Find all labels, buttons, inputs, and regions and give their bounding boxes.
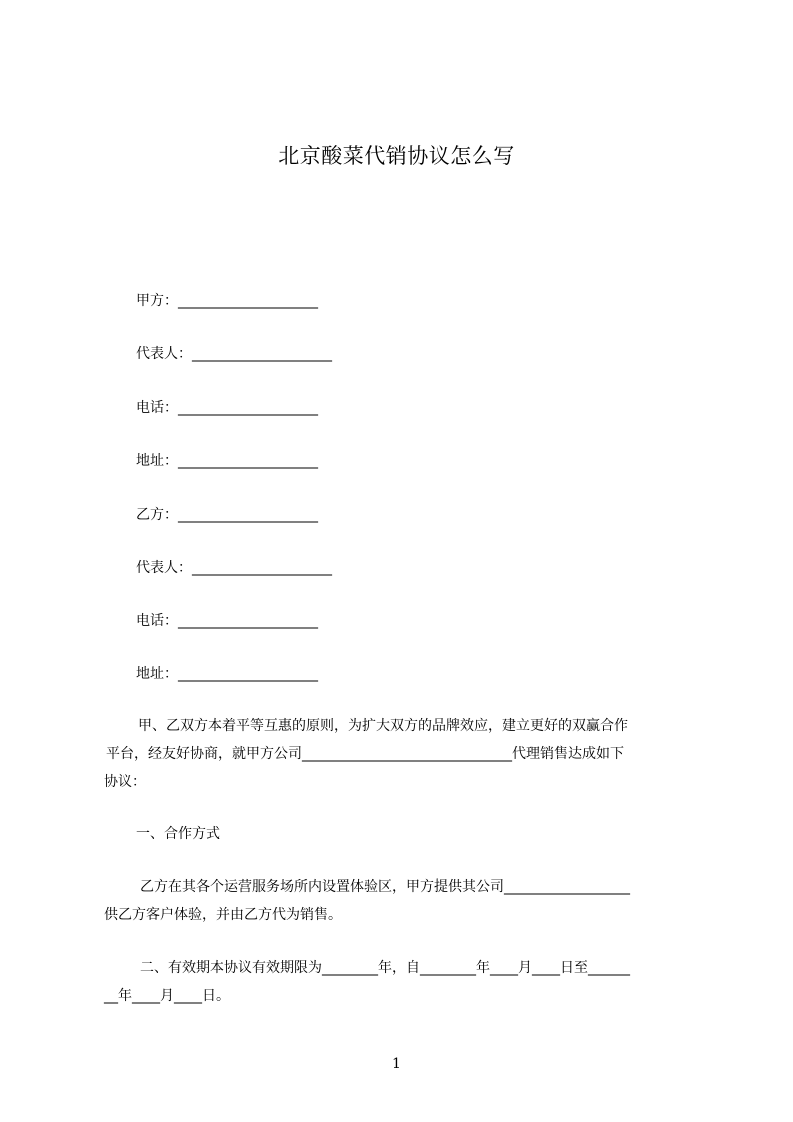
document-title: 北京酸菜代销协议怎么写: [278, 144, 515, 168]
party-b-field: 乙方：____________________: [136, 507, 318, 523]
section-1-line-1: 乙方在其各个运营服务场所内设置体验区，甲方提供其公司__________________: [140, 879, 630, 895]
section-2-line-1: 二、有效期本协议有效期限为________年，自________年____月____日至______: [140, 960, 630, 976]
party-b-address-field: 地址：____________________: [136, 666, 318, 682]
section-1-heading: 一、合作方式: [136, 826, 220, 842]
party-b-phone-field: 电话：____________________: [136, 613, 318, 629]
section-1-line-2: 供乙方客户体验，并由乙方代为销售。: [104, 907, 342, 923]
preamble-line-1: 甲、乙双方本着平等互惠的原则，为扩大双方的品牌效应，建立更好的双赢合作: [138, 718, 628, 734]
section-2-line-2: __年____月____日。: [104, 988, 230, 1004]
party-b-representative-field: 代表人：____________________: [136, 560, 332, 576]
preamble-line-3: 协议：: [104, 774, 146, 790]
party-a-address-field: 地址：____________________: [136, 453, 318, 469]
party-a-representative-field: 代表人：____________________: [136, 346, 332, 362]
party-a-field: 甲方：____________________: [136, 293, 318, 309]
party-a-phone-field: 电话：____________________: [136, 400, 318, 416]
preamble-line-2: 平台，经友好协商，就甲方公司______________________________代理销售达成如下: [106, 746, 624, 762]
page-number: 1: [392, 1056, 401, 1072]
